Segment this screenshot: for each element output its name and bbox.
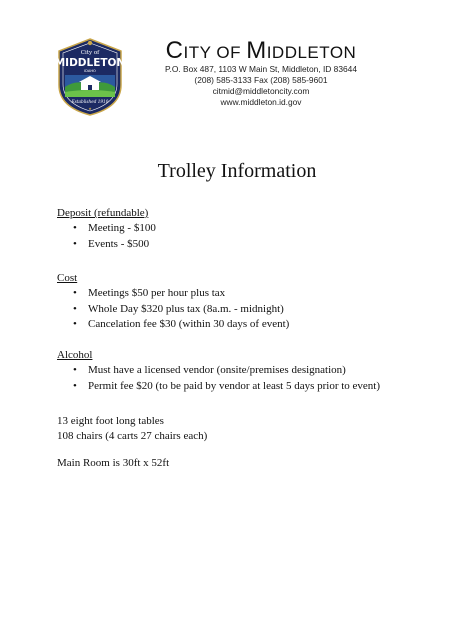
cost-section — [57, 271, 457, 333]
cost-list — [57, 286, 457, 333]
email-line: citmid@middletoncity.com — [212, 86, 310, 96]
list-item: • Cancelation fee $30 (within 30 days of event) — [88, 317, 457, 333]
alcohol-list — [57, 363, 457, 394]
list-item: • Must have a licensed vendor (onsite/premises designation) — [88, 363, 457, 379]
list-item: • Meetings $50 per hour plus tax — [88, 286, 457, 302]
address-line: P.O. Box 487, 1103 W Main St, Middleton, ID 83644 — [165, 64, 357, 74]
alcohol-heading: Alcohol — [57, 349, 93, 361]
furniture-section — [57, 414, 457, 444]
org-name: CITY OF MIDDLETON — [165, 37, 357, 64]
deposit-list — [57, 221, 457, 252]
chairs-line: 108 chairs (4 carts 27 chairs each) — [57, 430, 208, 442]
list-item: • Whole Day $320 plus tax (8a.m. - midnight) — [88, 302, 457, 318]
room-size-line: Main Room is 30ft x 52ft — [57, 457, 170, 469]
list-item: • Events - $500 — [88, 237, 457, 253]
room-section — [57, 456, 457, 471]
document-title: Trolley Information — [157, 160, 317, 182]
deposit-heading: Deposit (refundable) — [57, 207, 149, 219]
phone-fax-line: (208) 585-3133 Fax (208) 585-9601 — [194, 75, 328, 85]
logo-name-text: MIDDLETON — [55, 57, 125, 69]
logo-city-of-text: City of — [80, 50, 100, 56]
letterhead-contact — [143, 37, 379, 108]
list-item: • Permit fee $20 (to be paid by vendor at least 5 days prior to event) — [88, 379, 457, 395]
cost-heading: Cost — [57, 272, 78, 284]
deposit-section — [57, 206, 457, 252]
city-logo — [55, 37, 125, 117]
logo-established-text: Established 1910 — [71, 99, 109, 104]
website-line: www.middleton.id.gov — [220, 97, 302, 107]
list-item: • Meeting - $100 — [88, 221, 457, 237]
tables-line: 13 eight foot long tables — [57, 415, 164, 427]
logo-star-icon: ★ — [88, 106, 92, 111]
logo-state-text: IDAHO — [84, 69, 96, 73]
alcohol-section — [57, 348, 457, 394]
